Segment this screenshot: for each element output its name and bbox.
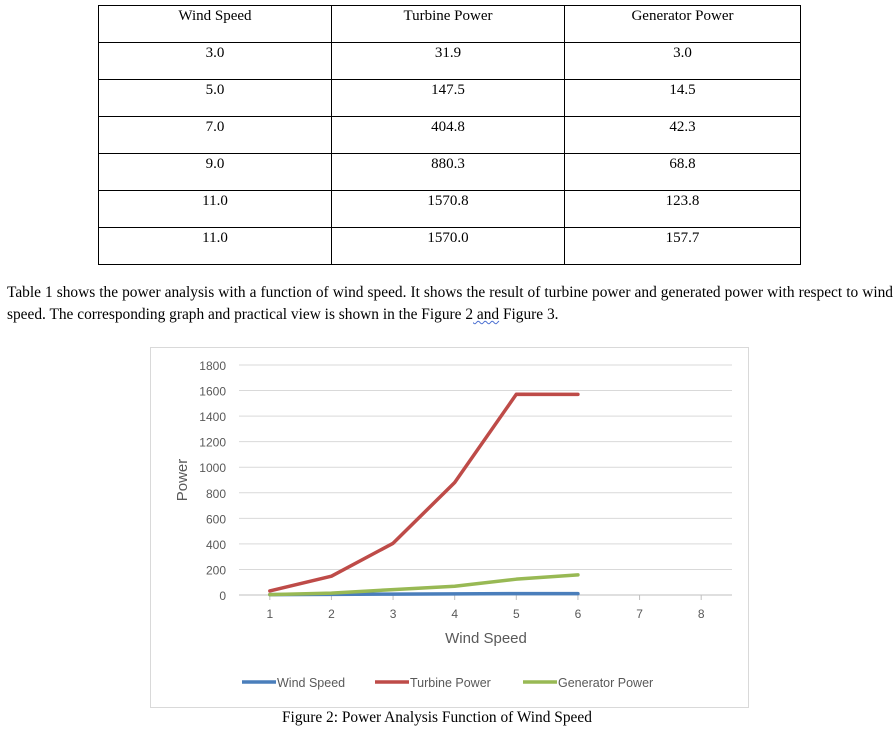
y-tick-label: 600: [205, 512, 226, 527]
y-tick-label: 1600: [199, 384, 226, 399]
series-line-generator-power: [270, 575, 578, 595]
legend-label: Wind Speed: [277, 676, 346, 690]
cell-turbine-power: 147.5: [332, 80, 565, 117]
cell-turbine-power: 1570.8: [332, 191, 565, 228]
cell-wind-speed: 3.0: [99, 43, 332, 80]
cell-wind-speed: 9.0: [99, 154, 332, 191]
cell-generator-power: 14.5: [565, 80, 801, 117]
y-tick-label: 0: [219, 589, 226, 603]
cell-turbine-power: 31.9: [332, 43, 565, 80]
x-tick-label: 5: [512, 607, 520, 621]
y-tick-label: 1400: [199, 410, 226, 425]
header-wind-speed: Wind Speed: [99, 6, 332, 43]
cell-wind-speed: 11.0: [99, 191, 332, 228]
cell-wind-speed: 11.0: [99, 228, 332, 265]
spellcheck-squiggle-word: and: [473, 306, 500, 323]
header-generator-power: Generator Power: [565, 6, 801, 43]
header-turbine-power: Turbine Power: [332, 6, 565, 43]
y-tick-label: 200: [205, 563, 226, 578]
cell-turbine-power: 880.3: [332, 154, 565, 191]
y-tick-label: 400: [205, 537, 226, 552]
x-tick-label: 4: [451, 607, 459, 621]
cell-generator-power: 3.0: [565, 43, 801, 80]
y-tick-label: 1200: [199, 435, 226, 450]
x-axis-label: Wind Speed: [445, 630, 527, 647]
cell-turbine-power: 404.8: [332, 117, 565, 154]
x-tick-label: 6: [574, 607, 582, 621]
cell-generator-power: 68.8: [565, 154, 801, 191]
cell-turbine-power: 1570.0: [332, 228, 565, 265]
x-tick-label: 7: [636, 607, 643, 621]
cell-wind-speed: 7.0: [99, 117, 332, 154]
x-tick-label: 3: [389, 607, 397, 621]
y-tick-label: 800: [205, 486, 226, 501]
figure-caption: Figure 2: Power Analysis Function of Wind Speed: [282, 709, 592, 726]
x-tick-label: 1: [266, 607, 274, 621]
cell-generator-power: 123.8: [565, 191, 801, 228]
cell-generator-power: 157.7: [565, 228, 801, 265]
y-axis-label: Power: [174, 458, 191, 502]
x-tick-label: 2: [328, 607, 335, 621]
paragraph-text: Table 1 shows the power analysis with a function of wind speed. It shows the result of turbine power and generated power with respect to wind speed. The corresponding graph and practical view is shown in the Figure 2: [7, 284, 893, 323]
legend-label: Turbine Power: [410, 676, 491, 690]
chart-legend: [242, 676, 653, 690]
legend-label: Generator Power: [558, 676, 654, 690]
cell-generator-power: 42.3: [565, 117, 801, 154]
paragraph-text-end: Figure 3.: [499, 306, 559, 323]
cell-wind-speed: 5.0: [99, 80, 332, 117]
y-tick-label: 1000: [199, 461, 226, 476]
x-tick-label: 8: [697, 607, 705, 621]
y-tick-label: 1800: [199, 359, 226, 373]
